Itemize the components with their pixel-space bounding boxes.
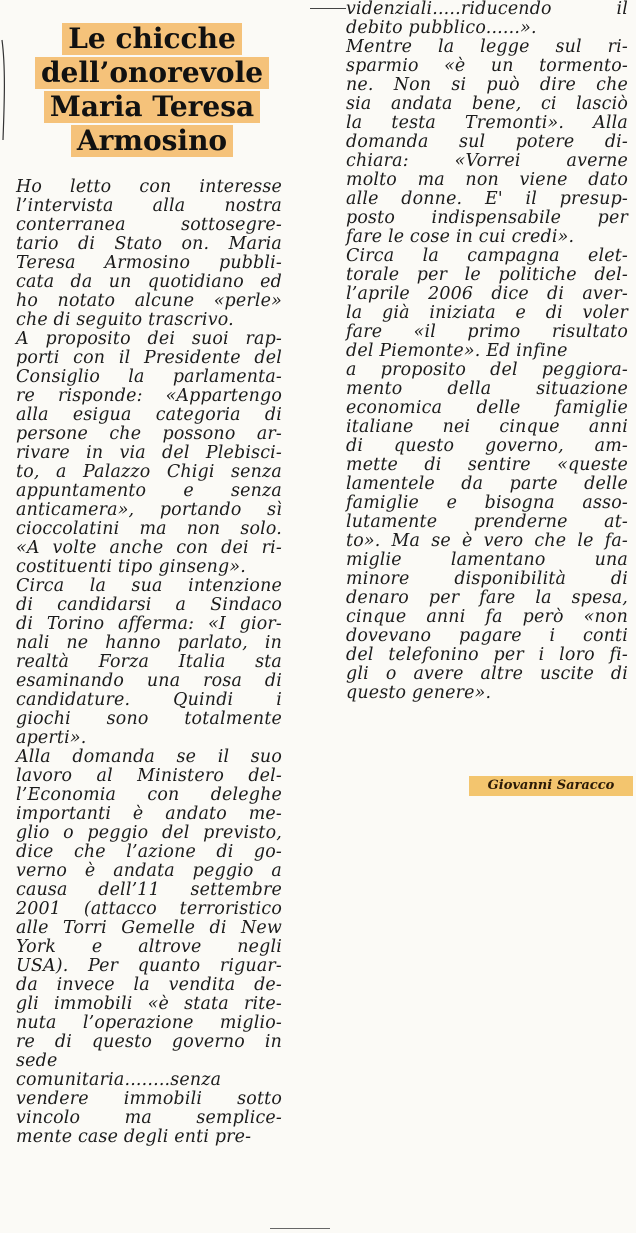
text-line: dovevano pagare i conti [346, 626, 628, 646]
text-line: dice che l’azione di go- [16, 842, 282, 862]
text-line: cioccolatini ma non solo. [16, 519, 282, 539]
text-line: vincolo ma semplice- [16, 1108, 282, 1128]
text-line: Mentre la legge sul ri- [346, 37, 628, 57]
text-line: Circa la sua intenzione [16, 576, 282, 596]
text-line: Consiglio la parlamenta- [16, 367, 282, 387]
text-line: del Piemonte». Ed infine [346, 341, 568, 361]
text-line: candidature. Quindi i [16, 690, 282, 710]
text-line: mento della situazione [346, 379, 628, 399]
text-line: A proposito dei suoi rap- [16, 329, 282, 349]
headline-line-2: dell’onorevole [35, 57, 269, 89]
text-line: di candidarsi a Sindaco [16, 595, 282, 615]
column-rule-top [310, 8, 346, 9]
text-line: persone che possono ar- [16, 424, 282, 444]
right-column-text [346, 0, 628, 703]
text-line: mente case degli enti pre- [16, 1127, 252, 1147]
left-column-text [16, 178, 282, 1147]
text-line: lutamente prenderne at- [346, 512, 628, 532]
text-line: Circa la campagna elet- [346, 246, 628, 266]
text-line: italiane nei cinque anni [346, 417, 628, 437]
text-line: to». Ma se è vero che le fa- [346, 531, 628, 551]
text-line: 2001 (attacco terroristico [16, 899, 282, 919]
text-line: minore disponibilità di [346, 569, 628, 589]
text-line: causa dell’11 settembre [16, 880, 282, 900]
text-line: re di questo governo in [16, 1032, 282, 1052]
text-line: rivare in via del Plebisci- [16, 443, 282, 463]
text-line: comunitaria........senza [16, 1070, 222, 1090]
column-rule-bottom [270, 1228, 330, 1229]
text-line: Alla domanda se il suo [16, 747, 282, 767]
text-line: Ho letto con interesse [16, 177, 282, 197]
article-column-right [346, 0, 628, 703]
text-line: verno è andata peggio a [16, 861, 282, 881]
text-line: famiglie e bisogna asso- [346, 493, 628, 513]
text-line: alle Torri Gemelle di New [16, 918, 282, 938]
text-line: York e altrove negli [16, 937, 282, 957]
text-line: realtà Forza Italia sta [16, 652, 282, 672]
text-line: re risponde: «Appartengo [16, 386, 282, 406]
text-line: di questo governo, am- [346, 436, 628, 456]
text-line: questo genere». [346, 683, 492, 703]
text-line: alla esigua categoria di [16, 405, 282, 425]
text-line: fare «il primo risultato [346, 322, 628, 342]
text-line: miglie lamentano una [346, 550, 628, 570]
text-line: Teresa Armosino pubbli- [16, 253, 282, 273]
text-line: glio o peggio del previsto, [16, 823, 282, 843]
text-line: la testa Tremonti». Alla [346, 113, 628, 133]
text-line: posto indispensabile per [346, 208, 628, 228]
text-line: videnziali.....riducendo il [346, 0, 628, 19]
text-line: da invece la vendita de- [16, 975, 282, 995]
author-signature: Giovanni Saracco [469, 776, 633, 796]
text-line: mette di sentire «queste [346, 455, 628, 475]
headline-line-3: Maria Teresa [44, 91, 260, 123]
text-line: che di seguito trascrivo. [16, 310, 234, 330]
text-line: debito pubblico......». [346, 18, 537, 38]
text-line: l’Economia con deleghe [16, 785, 282, 805]
text-line: denaro per fare la spesa, [346, 588, 628, 608]
text-line: domanda sul potere di- [346, 132, 628, 152]
text-line: l’intervista alla nostra [16, 196, 282, 216]
text-line: fare le cose in cui credi». [346, 227, 575, 247]
text-line: lavoro al Ministero del- [16, 766, 282, 786]
text-line: USA). Per quanto riguar- [16, 956, 282, 976]
text-line: cinque anni fa però «non [346, 607, 628, 627]
text-line: to, a Palazzo Chigi senza [16, 462, 282, 482]
text-line: costituenti tipo ginseng». [16, 557, 246, 577]
text-line: l’aprile 2006 dice di aver- [346, 284, 628, 304]
text-line: tario di Stato on. Maria [16, 234, 282, 254]
article-column-left [16, 178, 282, 1147]
text-line: lamentele da parte delle [346, 474, 628, 494]
text-line: chiara: «Vorrei averne [346, 151, 628, 171]
text-line: del telefonino per i loro fi- [346, 645, 628, 665]
text-line: «A volte anche con dei ri- [16, 538, 282, 558]
text-line: conterranea sottosegre- [16, 215, 282, 235]
text-line: ne. Non si può dire che [346, 75, 628, 95]
text-line: sede [16, 1051, 58, 1071]
text-line: vendere immobili sotto [16, 1089, 282, 1109]
text-line: nuta l’operazione miglio- [16, 1013, 282, 1033]
text-line: economica delle famiglie [346, 398, 628, 418]
text-line: esaminando una rosa di [16, 671, 282, 691]
text-line: importanti è andato me- [16, 804, 282, 824]
text-line: aperti». [16, 728, 87, 748]
headline-line-4: Armosino [71, 125, 233, 157]
headline [34, 22, 270, 158]
text-line: alle donne. E' il presup- [346, 189, 628, 209]
text-line: di Torino afferma: «I gior- [16, 614, 282, 634]
text-line: giochi sono totalmente [16, 709, 282, 729]
text-line: torale per le politiche del- [346, 265, 628, 285]
text-line: gli immobili «è stata rite- [16, 994, 282, 1014]
text-line: la già iniziata e di voler [346, 303, 628, 323]
text-line: anticamera», portando sì [16, 500, 282, 520]
text-line: molto ma non viene dato [346, 170, 628, 190]
text-line: ho notato alcune «perle» [16, 291, 282, 311]
text-line: appuntamento e senza [16, 481, 282, 501]
text-line: sparmio «è un tormento- [346, 56, 628, 76]
headline-line-1: Le chicche [62, 23, 242, 55]
text-line: sia andata bene, ci lasciò [346, 94, 628, 114]
text-line: porti con il Presidente del [16, 348, 282, 368]
text-line: cata da un quotidiano ed [16, 272, 282, 292]
text-line: nali ne hanno parlato, in [16, 633, 282, 653]
text-line: a proposito del peggiora- [346, 360, 628, 380]
text-line: gli o avere altre uscite di [346, 664, 628, 684]
